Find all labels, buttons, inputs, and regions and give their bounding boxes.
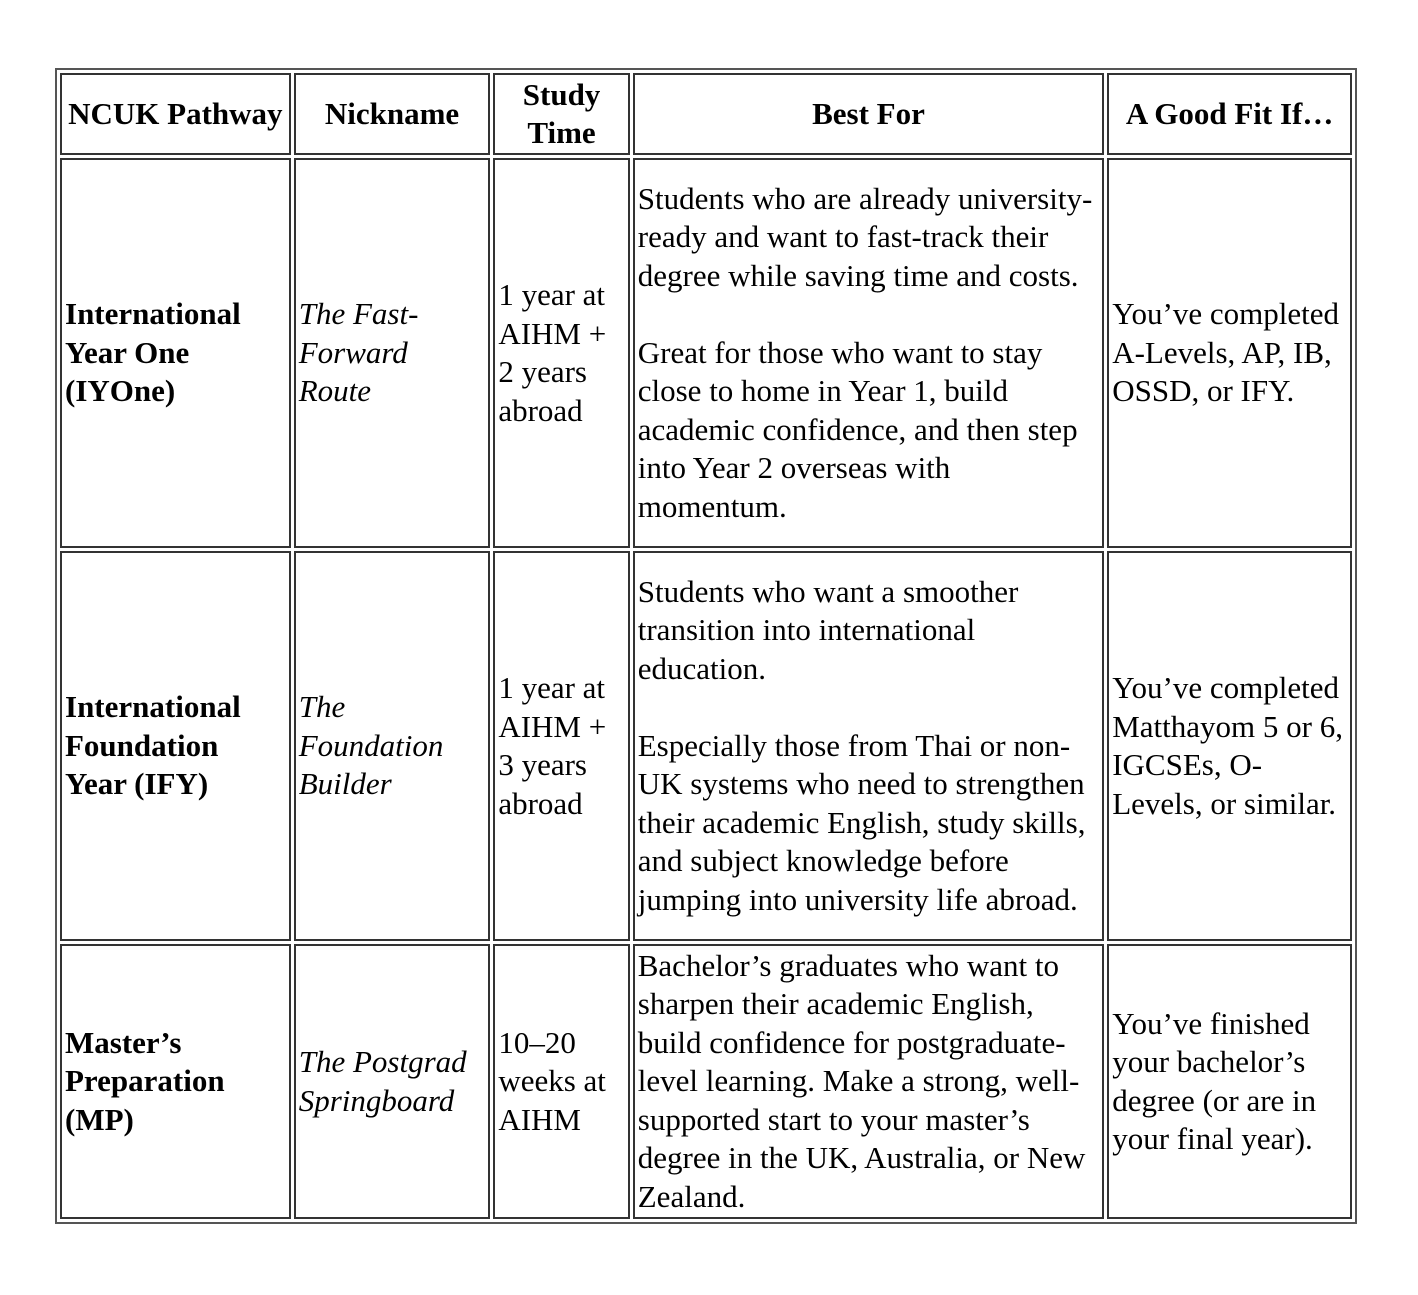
best-for-cell [633,944,1104,1219]
best-for-cell [633,551,1104,941]
good-fit: You’ve completed A-Levels, AP, IB, OSSD, or IFY. [1107,158,1352,548]
paragraph-spacer [638,295,1099,334]
header-ncuk-pathway: NCUK Pathway [60,73,291,155]
study-time: 1 year at AIHM + 3 years abroad [493,551,629,941]
table-row [60,551,1352,941]
pathway-name: Master’s Preparation (MP) [60,944,291,1219]
header-best-for: Best For [633,73,1104,155]
study-time: 1 year at AIHM + 2 years abroad [493,158,629,548]
best-for-paragraph: Students who want a smoother transition into international education. [637,573,1019,686]
table-row [60,944,1352,1219]
best-for-paragraph: Especially those from Thai or non-UK systems who need to strengthen their academic English, study skills, and subject knowledge before jumping into university life abroad. [637,727,1086,917]
pathway-nickname: The Postgrad Springboard [294,944,491,1219]
header-study-time: Study Time [493,73,629,155]
good-fit: You’ve finished your bachelor’s degree (or are in your final year). [1107,944,1352,1219]
study-time: 10–20 weeks at AIHM [493,944,629,1219]
header-good-fit: A Good Fit If… [1107,73,1352,155]
table-row [60,158,1352,548]
best-for-cell [633,158,1104,548]
good-fit: You’ve completed Matthayom 5 or 6, IGCSEs, O-Levels, or similar. [1107,551,1352,941]
pathway-nickname: The Foundation Builder [294,551,491,941]
best-for-paragraph: Great for those who want to stay close to home in Year 1, build academic confidence, and then step into Year 2 overseas with momentum. [637,334,1078,524]
pathway-name: International Year One (IYOne) [60,158,291,548]
best-for-paragraph: Bachelor’s graduates who want to sharpen their academic English, build confidence for postgraduate-level learning. Make a strong, well-supported start to your master’s degree in the UK, Australia, or New Zealand. [637,947,1086,1214]
table-header-row [60,73,1352,155]
pathways-table-container [55,68,1357,1224]
best-for-paragraph: Students who are already university-ready and want to fast-track their degree while saving time and costs. [637,180,1093,293]
header-nickname: Nickname [294,73,491,155]
ncuk-pathways-table [55,68,1357,1224]
pathway-name: International Foundation Year (IFY) [60,551,291,941]
pathway-nickname: The Fast-Forward Route [294,158,491,548]
paragraph-spacer [638,688,1099,727]
